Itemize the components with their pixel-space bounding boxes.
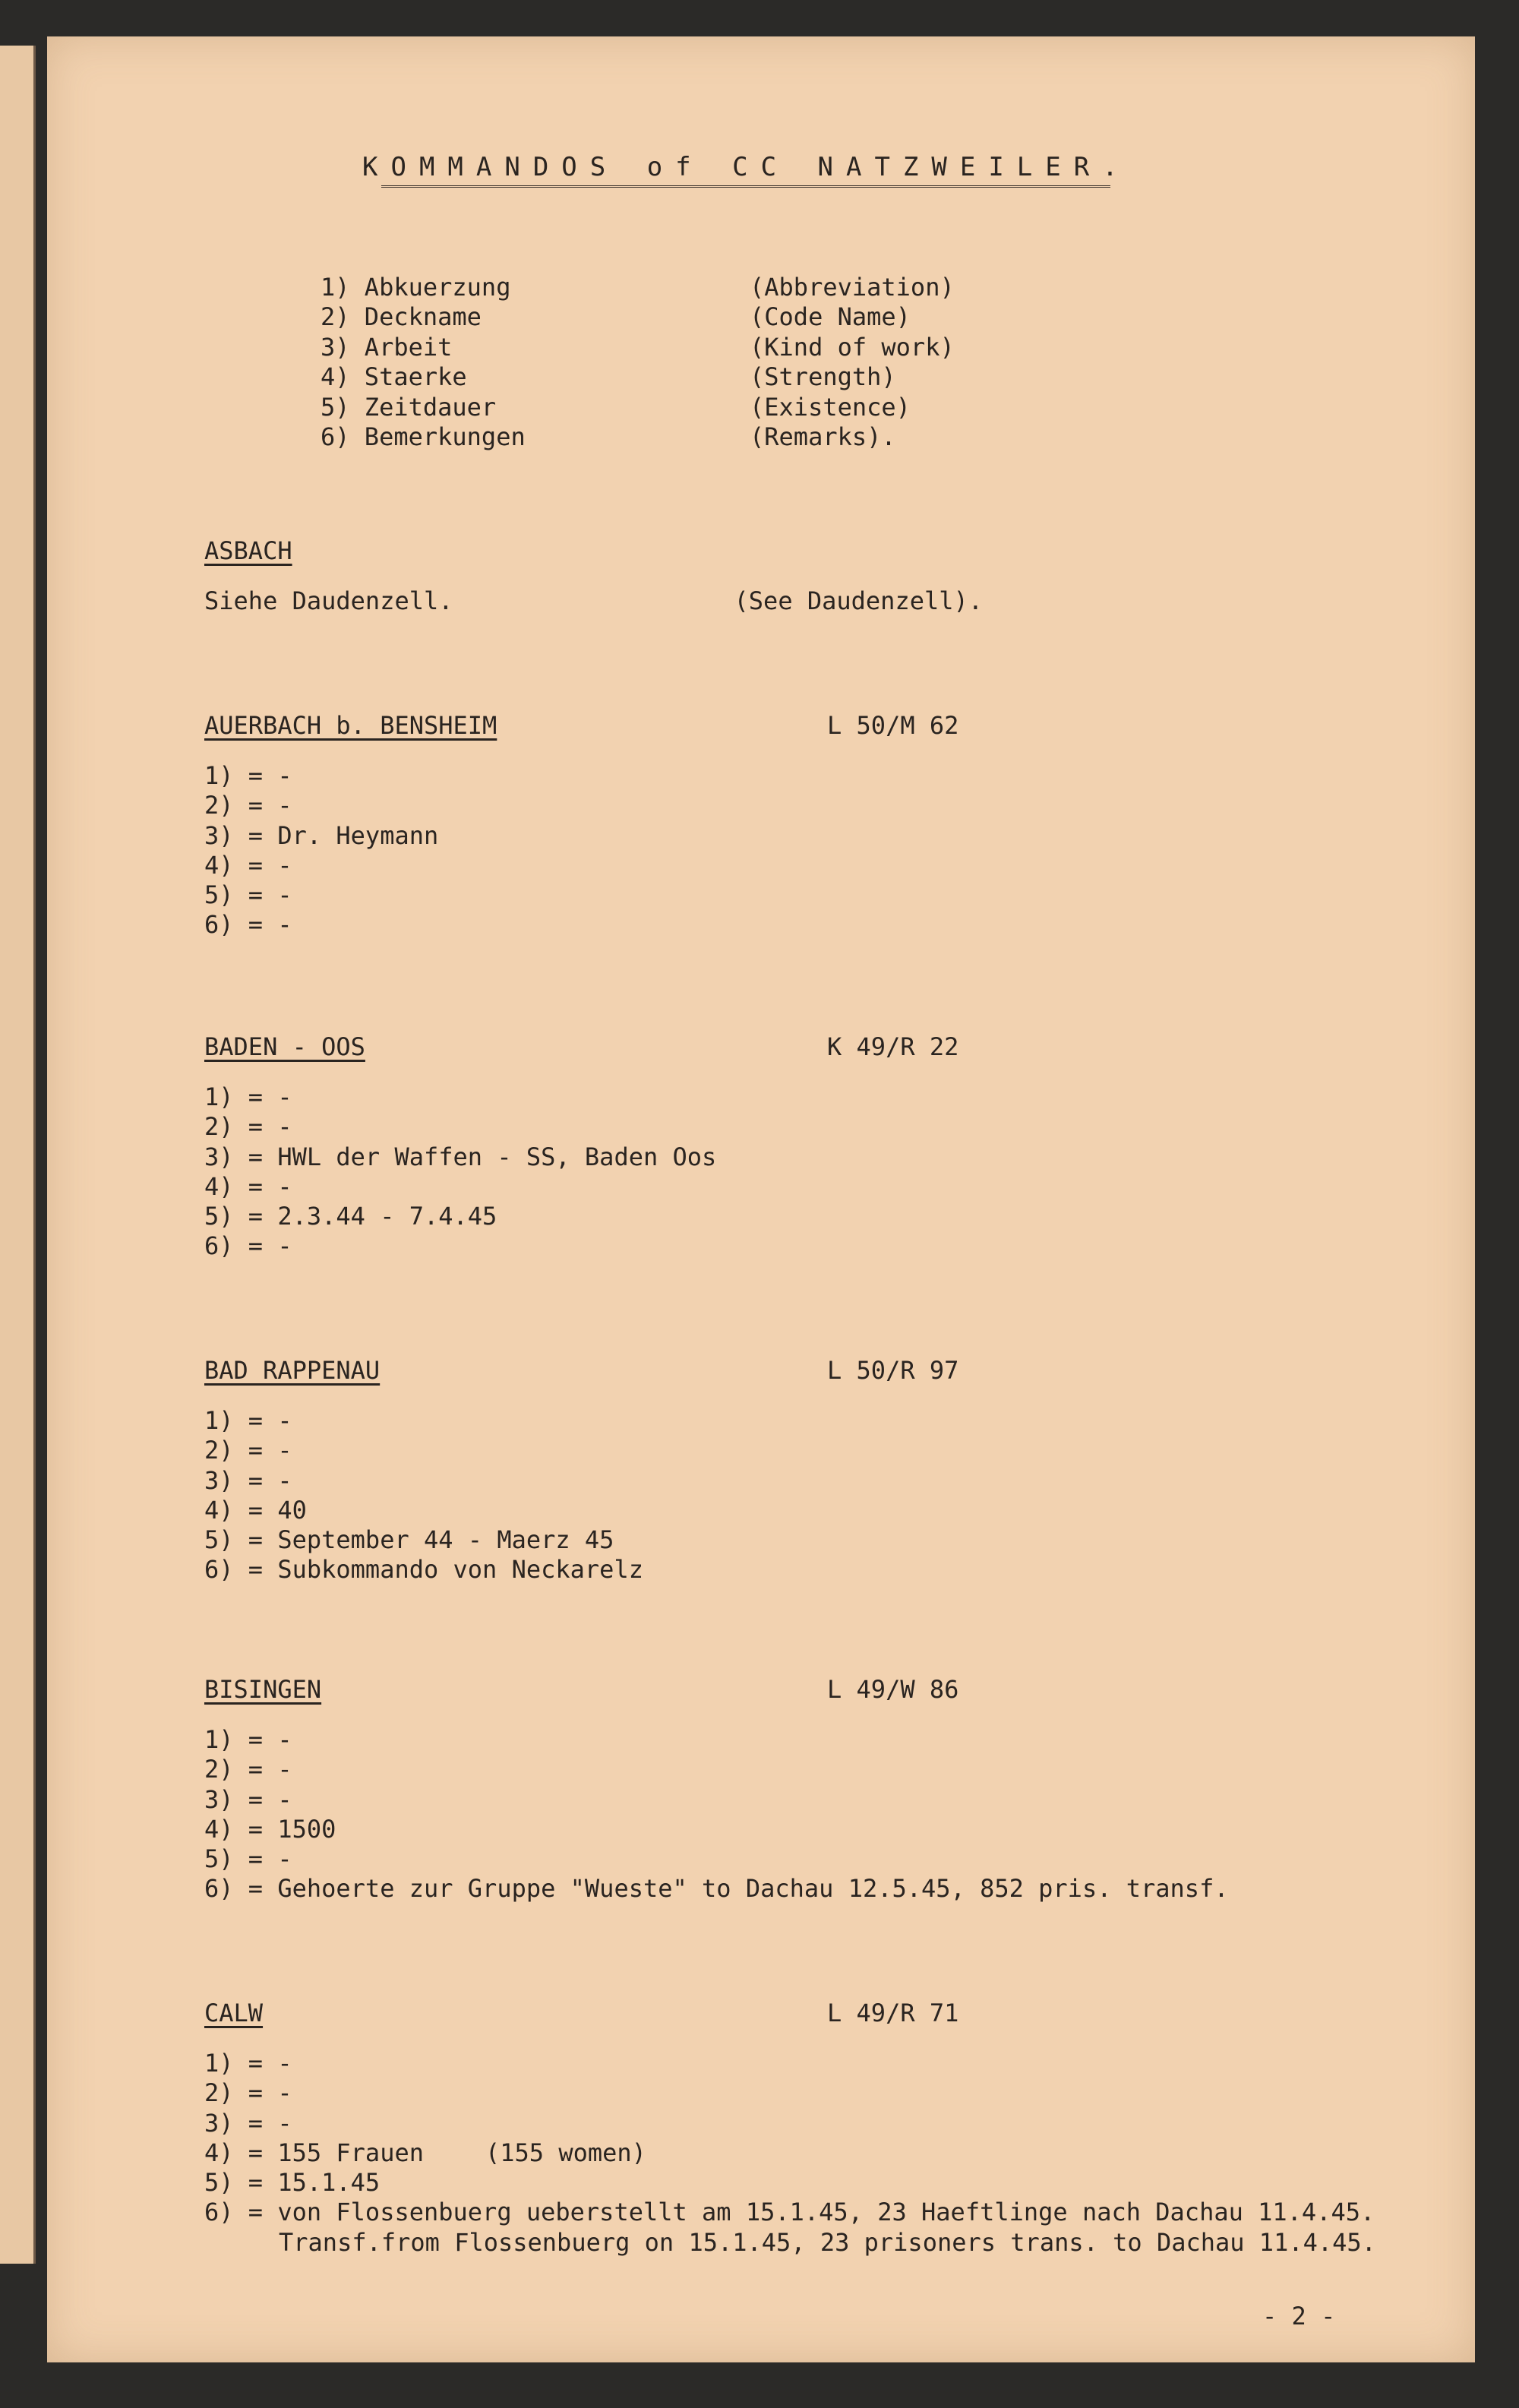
legend-de: Staerke xyxy=(364,362,467,392)
entry-line: 1) = - xyxy=(204,1725,292,1754)
legend-en: (Strength) xyxy=(750,362,896,392)
entry-line: 2) = - xyxy=(204,2078,292,2108)
legend-de: Abkuerzung xyxy=(364,272,511,302)
page-title: KOMMANDOS of CC NATZWEILER. xyxy=(362,152,1131,182)
entry-line: 4) = 155 Frauen xyxy=(204,2138,424,2167)
legend-en: (Kind of work) xyxy=(750,332,955,362)
legend-en: (Remarks). xyxy=(750,422,896,452)
entry-asbach xyxy=(204,530,1435,616)
entry-line: 2) = - xyxy=(204,1755,292,1784)
entry-line: 3) = - xyxy=(204,2108,292,2138)
entry-line: 4) = 1500 xyxy=(204,1814,336,1844)
legend-en: (Abbreviation) xyxy=(750,272,955,302)
legend xyxy=(321,272,1050,452)
entry-line: 1) = - xyxy=(204,2049,292,2078)
entry-name: BADEN - OOS xyxy=(204,1032,365,1061)
entry-line: 6) = - xyxy=(204,1231,292,1261)
entry-bisingen xyxy=(204,1669,1435,1904)
entry-note-de: Siehe Daudenzell. xyxy=(204,586,453,615)
legend-en: (Existence) xyxy=(750,392,911,422)
entry-line: 4) = - xyxy=(204,850,292,880)
grid-reference: K 49/R 22 xyxy=(827,1032,959,1061)
legend-en: (Code Name) xyxy=(750,302,911,332)
entry-line: 2) = - xyxy=(204,1112,292,1142)
grid-reference: L 50/R 97 xyxy=(827,1356,959,1385)
entry-bad-rappenau xyxy=(204,1350,1435,1585)
entry-line: 5) = September 44 - Maerz 45 xyxy=(204,1525,614,1555)
legend-row: 2) Deckname (Code Name) xyxy=(321,302,911,332)
entry-line: 6) = - xyxy=(204,910,292,940)
entry-note-en: (See Daudenzell). xyxy=(734,586,984,615)
entry-line: 3) = - xyxy=(204,1465,292,1495)
entry-name: BISINGEN xyxy=(204,1675,322,1704)
legend-de: Zeitdauer xyxy=(364,392,497,422)
entry-line: 6) = von Flossenbuerg ueberstellt am 15.1.45, 23 Haeftlinge nach Dachau 11.4.45. xyxy=(204,2198,1375,2227)
entry-continuation: Transf.from Flossenbuerg on 15.1.45, 23 prisoners trans. to Dachau 11.4.45. xyxy=(279,2227,1376,2257)
legend-row: 4) Staerke (Strength) xyxy=(321,362,896,392)
legend-row: 1) Abkuerzung (Abbreviation) xyxy=(321,272,955,302)
entry-calw xyxy=(204,1992,1435,2258)
document-page xyxy=(47,36,1475,2362)
entry-line: 5) = - xyxy=(204,880,292,910)
legend-row: 6) Bemerkungen (Remarks). xyxy=(321,422,896,452)
legend-de: Bemerkungen xyxy=(364,422,526,452)
page-number: - 2 - xyxy=(1262,2302,1336,2331)
legend-row: 5) Zeitdauer (Existence) xyxy=(321,392,911,422)
entry-auerbach xyxy=(204,705,1435,940)
grid-reference: L 49/R 71 xyxy=(827,1999,959,2027)
entry-line: 3) = HWL der Waffen - SS, Baden Oos xyxy=(204,1142,717,1171)
entry-line: 1) = - xyxy=(204,1082,292,1111)
women-note: (155 women) xyxy=(485,2138,646,2167)
entry-baden-oos xyxy=(204,1026,1435,1262)
legend-de: Deckname xyxy=(364,302,482,332)
entry-name: BAD RAPPENAU xyxy=(204,1356,381,1385)
entry-line: 6) = Gehoerte zur Gruppe "Wueste" to Dachau 12.5.45, 852 pris. transf. xyxy=(204,1874,1229,1904)
entry-name: ASBACH xyxy=(204,536,292,565)
entry-line: 4) = - xyxy=(204,1171,292,1201)
entry-line: 1) = - xyxy=(204,761,292,790)
grid-reference: L 50/M 62 xyxy=(827,711,959,740)
title-double-rule xyxy=(381,185,1110,188)
entry-line: 6) = Subkommando von Neckarelz xyxy=(204,1555,643,1585)
entry-line: 3) = - xyxy=(204,1784,292,1814)
entry-line: 1) = - xyxy=(204,1406,292,1435)
entry-line: 5) = 2.3.44 - 7.4.45 xyxy=(204,1202,497,1231)
entry-line: 5) = 15.1.45 xyxy=(204,2168,381,2198)
entry-name: CALW xyxy=(204,1999,264,2027)
entry-name: AUERBACH b. BENSHEIM xyxy=(204,711,497,740)
entry-line: 2) = - xyxy=(204,791,292,820)
entry-line: 2) = - xyxy=(204,1436,292,1465)
adjacent-page-edge xyxy=(0,46,36,2264)
entry-line: 5) = - xyxy=(204,1844,292,1874)
legend-de: Arbeit xyxy=(364,332,453,362)
entry-line: 3) = Dr. Heymann xyxy=(204,820,439,850)
grid-reference: L 49/W 86 xyxy=(827,1675,959,1704)
entry-line: 4) = 40 xyxy=(204,1495,307,1525)
legend-row: 3) Arbeit (Kind of work) xyxy=(321,332,955,362)
